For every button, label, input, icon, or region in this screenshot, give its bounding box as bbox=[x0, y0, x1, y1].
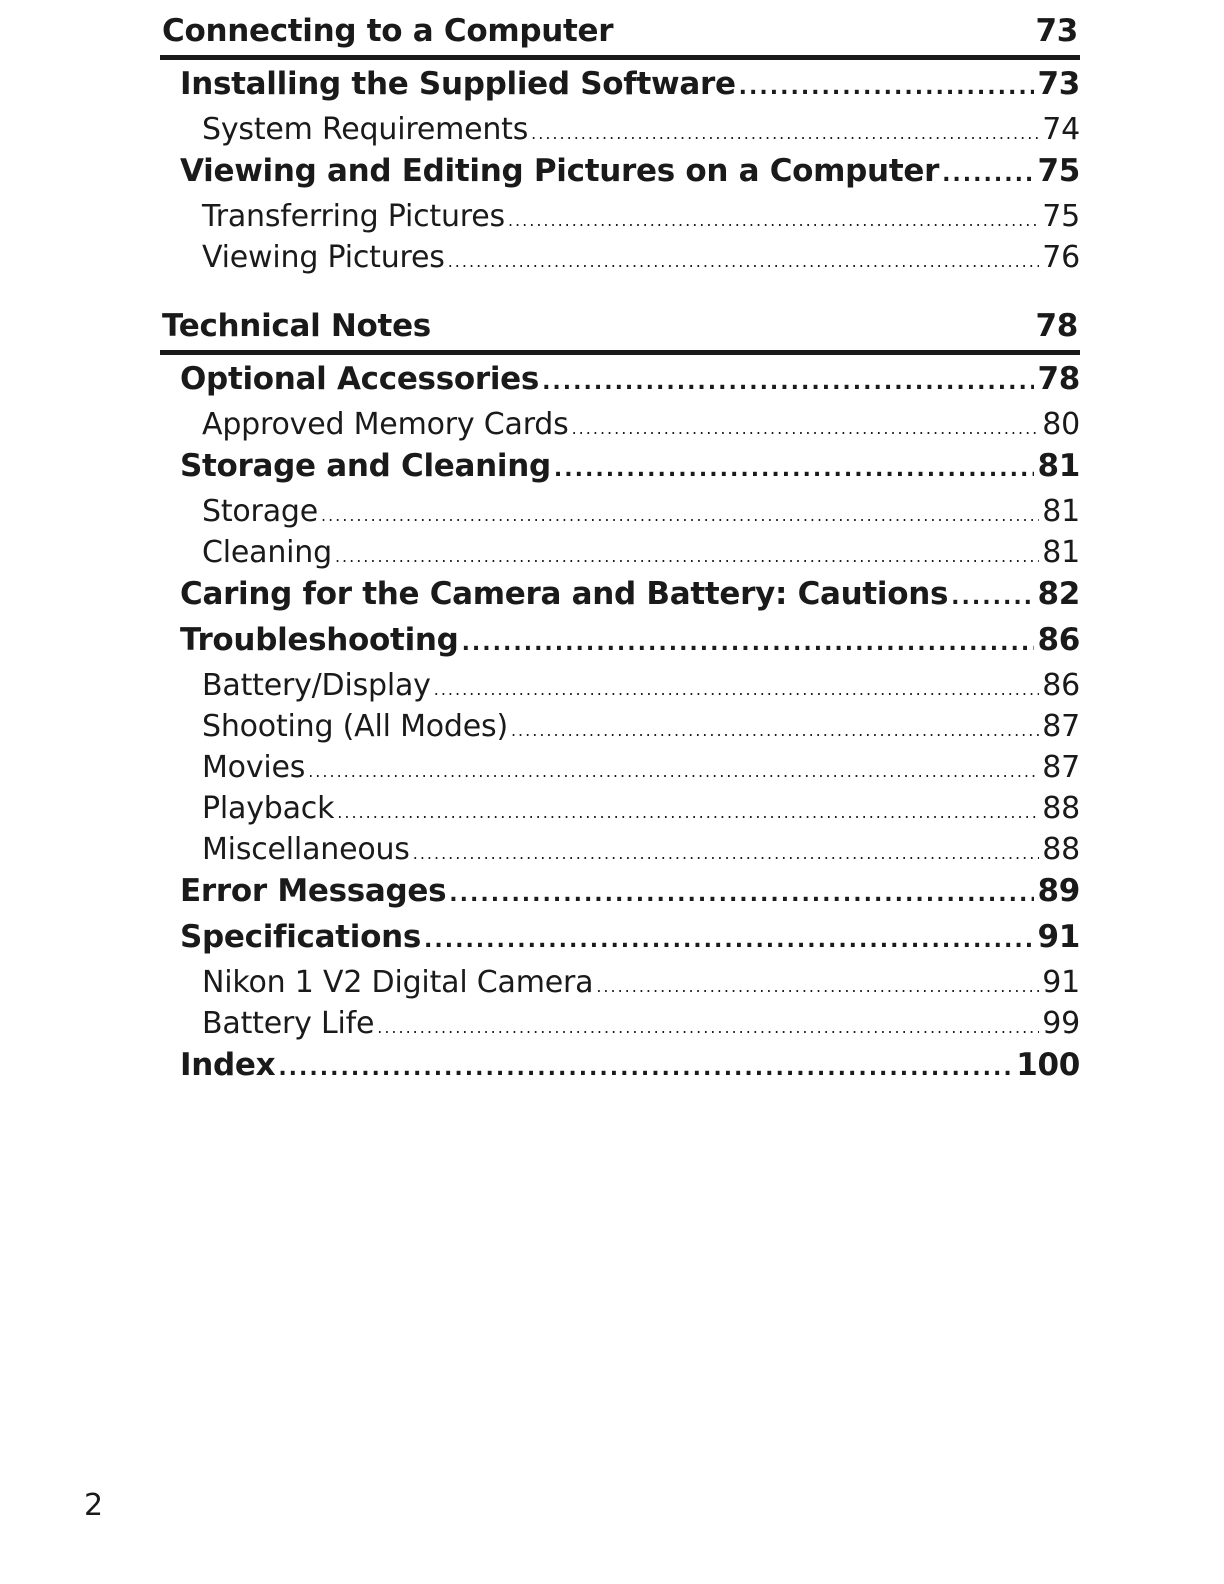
toc-entry-page: 81 bbox=[1042, 494, 1080, 529]
toc-entry-label: Index bbox=[180, 1047, 276, 1083]
toc-entry-page: 91 bbox=[1037, 919, 1080, 955]
toc-entry[interactable] bbox=[160, 535, 1080, 576]
toc-entry-label: Shooting (All Modes) bbox=[202, 709, 508, 744]
dot-leader bbox=[531, 124, 1039, 143]
toc-entry-page: 82 bbox=[1037, 576, 1080, 612]
dot-leader bbox=[448, 252, 1040, 271]
dot-leader bbox=[377, 1018, 1039, 1037]
toc-entry-label: Viewing and Editing Pictures on a Computer bbox=[180, 153, 940, 189]
toc-entry-label: Miscellaneous bbox=[202, 832, 410, 867]
toc-entry[interactable] bbox=[160, 1047, 1080, 1093]
dot-leader bbox=[951, 585, 1034, 610]
chapter-heading[interactable] bbox=[160, 0, 1080, 60]
toc-entry-label: Specifications bbox=[180, 919, 422, 955]
toc-entry-label: Error Messages bbox=[180, 873, 447, 909]
toc-entry[interactable] bbox=[160, 750, 1080, 791]
toc-entry[interactable] bbox=[160, 361, 1080, 407]
toc-entry-label: Storage bbox=[202, 494, 318, 529]
toc-entry[interactable] bbox=[160, 668, 1080, 709]
toc-entry-label: Playback bbox=[202, 791, 335, 826]
chapter-entries bbox=[160, 60, 1080, 281]
chapter-entries bbox=[160, 355, 1080, 1093]
dot-leader bbox=[308, 762, 1039, 781]
toc-entry[interactable] bbox=[160, 448, 1080, 494]
toc-entry[interactable] bbox=[160, 576, 1080, 622]
toc-entry-page: 88 bbox=[1042, 832, 1080, 867]
toc-entry[interactable] bbox=[160, 240, 1080, 281]
toc-entry-label: Movies bbox=[202, 750, 306, 785]
toc-entry-page: 80 bbox=[1042, 407, 1080, 442]
chapter-connecting bbox=[160, 0, 1080, 281]
dot-leader bbox=[596, 977, 1039, 996]
toc-entry[interactable] bbox=[160, 407, 1080, 448]
toc-entry-page: 86 bbox=[1042, 668, 1080, 703]
dot-leader bbox=[434, 680, 1039, 699]
toc-entry-label: Transferring Pictures bbox=[202, 199, 505, 234]
toc-entry[interactable] bbox=[160, 112, 1080, 153]
dot-leader bbox=[335, 547, 1039, 566]
toc-entry-label: Optional Accessories bbox=[180, 361, 540, 397]
toc-entry-page: 86 bbox=[1037, 622, 1080, 658]
toc-entry[interactable] bbox=[160, 965, 1080, 1006]
toc-entry[interactable] bbox=[160, 832, 1080, 873]
toc-entry-label: Troubleshooting bbox=[180, 622, 459, 658]
chapter-title: Technical Notes bbox=[162, 308, 431, 344]
toc-entry[interactable] bbox=[160, 66, 1080, 112]
dot-leader bbox=[739, 75, 1035, 100]
dot-leader bbox=[511, 721, 1039, 740]
toc-entry-page: 91 bbox=[1042, 965, 1080, 1000]
toc-entry-page: 89 bbox=[1037, 873, 1080, 909]
toc-entry-label: Nikon 1 V2 Digital Camera bbox=[202, 965, 594, 1000]
toc-entry-label: System Requirements bbox=[202, 112, 529, 147]
toc-entry-page: 87 bbox=[1042, 750, 1080, 785]
dot-leader bbox=[462, 631, 1035, 656]
toc-entry[interactable] bbox=[160, 622, 1080, 668]
toc-entry[interactable] bbox=[160, 199, 1080, 240]
toc-entry[interactable] bbox=[160, 494, 1080, 535]
toc-entry-page: 75 bbox=[1037, 153, 1080, 189]
page-number: 2 bbox=[84, 1488, 104, 1523]
toc-entry-label: Installing the Supplied Software bbox=[180, 66, 736, 102]
toc-entry-page: 76 bbox=[1042, 240, 1080, 275]
chapter-heading[interactable] bbox=[160, 295, 1080, 355]
toc-entry-page: 81 bbox=[1042, 535, 1080, 570]
toc-entry-page: 78 bbox=[1037, 361, 1080, 397]
toc-entry-page: 73 bbox=[1037, 66, 1080, 102]
dot-leader bbox=[508, 211, 1039, 230]
toc-entry-label: Cleaning bbox=[202, 535, 332, 570]
chapter-page-number: 78 bbox=[1035, 308, 1078, 344]
toc-entry-page: 75 bbox=[1042, 199, 1080, 234]
dot-leader bbox=[337, 803, 1039, 822]
chapter-title: Connecting to a Computer bbox=[162, 13, 614, 49]
dot-leader bbox=[554, 457, 1035, 482]
toc-entry[interactable] bbox=[160, 709, 1080, 750]
toc-entry-page: 81 bbox=[1037, 448, 1080, 484]
dot-leader bbox=[321, 506, 1039, 525]
chapter-page-number: 73 bbox=[1035, 13, 1078, 49]
toc-entry[interactable] bbox=[160, 1006, 1080, 1047]
dot-leader bbox=[942, 162, 1034, 187]
toc-entry-label: Battery/Display bbox=[202, 668, 431, 703]
toc-entry[interactable] bbox=[160, 791, 1080, 832]
dot-leader bbox=[572, 419, 1040, 438]
toc-entry-page: 100 bbox=[1016, 1047, 1080, 1083]
toc-entry-label: Storage and Cleaning bbox=[180, 448, 551, 484]
toc-entry-label: Viewing Pictures bbox=[202, 240, 445, 275]
toc-entry-label: Approved Memory Cards bbox=[202, 407, 569, 442]
dot-leader bbox=[413, 844, 1039, 863]
dot-leader bbox=[424, 928, 1034, 953]
toc-entry-label: Caring for the Camera and Battery: Cautions bbox=[180, 576, 949, 612]
dot-leader bbox=[278, 1056, 1013, 1081]
dot-leader bbox=[449, 882, 1034, 907]
toc-entry-page: 74 bbox=[1042, 112, 1080, 147]
toc-entry[interactable] bbox=[160, 153, 1080, 199]
toc-entry-page: 87 bbox=[1042, 709, 1080, 744]
chapter-technical-notes bbox=[160, 295, 1080, 1093]
toc-entry-page: 99 bbox=[1042, 1006, 1080, 1041]
toc-entry-page: 88 bbox=[1042, 791, 1080, 826]
dot-leader bbox=[542, 370, 1034, 395]
toc-entry[interactable] bbox=[160, 873, 1080, 919]
toc-entry[interactable] bbox=[160, 919, 1080, 965]
toc-entry-label: Battery Life bbox=[202, 1006, 375, 1041]
table-of-contents bbox=[160, 0, 1080, 1093]
